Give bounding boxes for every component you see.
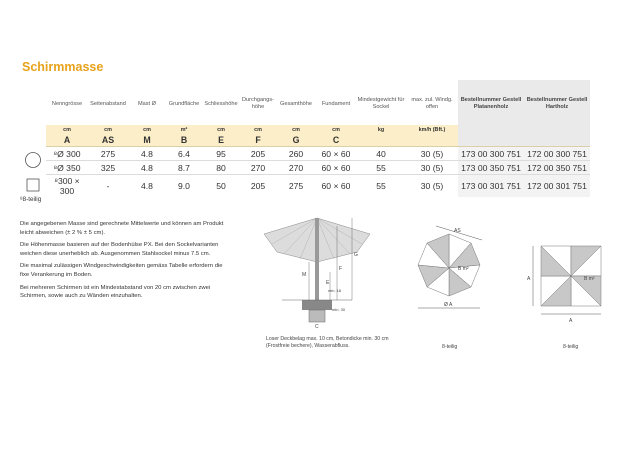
label-A-side: A	[527, 276, 531, 282]
unit-cell: cm	[46, 125, 88, 134]
table-cell: 95	[202, 147, 240, 161]
table-cell: 173 00 350 751	[458, 161, 524, 175]
table-cell: 4.8	[128, 175, 166, 198]
table-cell: 30 (5)	[406, 147, 458, 161]
unit-cell: cm	[276, 125, 316, 134]
unit-cell: kg	[356, 125, 406, 134]
code-cell	[406, 134, 458, 147]
table-row	[20, 161, 590, 175]
header-cell: Schliesshöhe	[204, 100, 238, 107]
header-cell: Seitenabstand	[90, 100, 126, 107]
note-paragraph: Die angegebenen Masse sind gerechnete Mittelwerte und können am Produkt leicht abweichen (± 2 % ± 5 cm).	[20, 221, 224, 236]
code-cell: F	[240, 134, 276, 147]
table-cell: -	[88, 175, 128, 198]
header-cell: Fundament	[321, 100, 351, 107]
label-AS: AS	[454, 228, 461, 234]
unit-cell: cm	[316, 125, 356, 134]
label-B: B m²	[458, 266, 469, 272]
label-B: B m²	[584, 276, 595, 282]
page-title: Schirmmasse	[22, 60, 104, 74]
table-cell: 55	[356, 161, 406, 175]
code-cell: A	[46, 134, 88, 147]
table-cell: 270	[276, 161, 316, 175]
code-cell	[356, 134, 406, 147]
table-cell: 172 00 301 751	[524, 175, 590, 198]
table-header-row	[20, 80, 590, 125]
table-cell: 55	[356, 175, 406, 198]
table-cell: 275	[88, 147, 128, 161]
table-cell: 275	[276, 175, 316, 198]
table-cell: 40	[356, 147, 406, 161]
table-cell: ⁸300 × 300	[46, 175, 88, 198]
note-paragraph: Die Höhenmasse basieren auf der Bodenhülse PX. Bei den Sockelvarianten weichen diese unerheblich ab. Ausgenommen Stahlsockel minus 7.5 cm.	[20, 242, 219, 257]
table-cell: 270	[240, 161, 276, 175]
table-cell: 205	[240, 147, 276, 161]
header-cell: Mast Ø	[137, 100, 157, 107]
table-cell: 260	[276, 147, 316, 161]
note-paragraph: Die maximal zulässigen Windgeschwindigkeiten gemäss Tabelle erfordern die fixe Verankerung im Boden.	[20, 263, 223, 278]
footnote: ⁸8-teilig	[20, 196, 42, 203]
note-paragraph: Bei mehreren Schirmen ist ein Mindestabstand von 20 cm zwischen zwei Schirmen, sowie auch zu Wänden einzuhalten.	[20, 284, 211, 300]
label-F: F	[339, 266, 343, 272]
round-shape-icon	[20, 147, 46, 175]
table-row	[20, 147, 590, 161]
unit-cell: cm	[128, 125, 166, 134]
table-cell: 173 00 300 751	[458, 147, 524, 161]
square-shape-icon	[20, 175, 46, 198]
unit-cell: cm	[88, 125, 128, 134]
side-view-caption: Loser Deckbelag max. 10 cm, Betondicke min. 30 cm (Frostfreie bechere), Wasserabfluss.	[266, 336, 389, 349]
label-min30: min. 30	[332, 307, 346, 312]
code-cell	[524, 134, 590, 147]
table-cell: 30 (5)	[406, 175, 458, 198]
unit-cell: km/h (Bft.)	[406, 125, 458, 134]
table-cell: 6.4	[166, 147, 202, 161]
label-A-bottom: A	[569, 318, 573, 324]
table-cell: 205	[240, 175, 276, 198]
umbrella-square-top-view	[526, 240, 610, 328]
header-cell: Mindestgewicht für Sockel	[357, 97, 405, 110]
units-row	[20, 125, 590, 134]
label-C: C	[315, 324, 319, 330]
header-cell-order: Bestellnummer Gestell Platanenholz	[458, 80, 524, 125]
table-cell: 80	[202, 161, 240, 175]
label-G: G	[354, 252, 358, 258]
header-cell: max. zul. Windg. offen	[411, 97, 453, 110]
unit-cell: m²	[166, 125, 202, 134]
umbrella-side-view-diagram	[262, 212, 372, 330]
table-cell: 173 00 301 751	[458, 175, 524, 198]
table-cell: 8.7	[166, 161, 202, 175]
code-cell: E	[202, 134, 240, 147]
label-M: M	[302, 272, 307, 278]
table-cell: 50	[202, 175, 240, 198]
code-cell: B	[166, 134, 202, 147]
table-cell: 60 × 60	[316, 161, 356, 175]
table-row	[20, 175, 590, 198]
table-cell: 30 (5)	[406, 161, 458, 175]
header-cell: Nenngrösse	[51, 100, 83, 107]
table-cell: 4.8	[128, 147, 166, 161]
table-cell: 4.8	[128, 161, 166, 175]
square-caption: 8-teilig	[563, 344, 579, 350]
unit-cell	[524, 125, 590, 134]
label-min18: min. 18	[328, 288, 342, 293]
header-cell: Durchgangs-höhe	[241, 97, 275, 110]
header-cell-order: Bestellnummer Gestell Hartholz	[524, 80, 590, 125]
table-cell: 60 × 60	[316, 147, 356, 161]
code-cell: C	[316, 134, 356, 147]
unit-cell: cm	[240, 125, 276, 134]
header-cell: Gesamthöhe	[279, 100, 313, 107]
table-cell: 172 00 300 751	[524, 147, 590, 161]
table-cell: ⁸Ø 300	[46, 147, 88, 161]
codes-row	[20, 134, 590, 147]
code-cell: M	[128, 134, 166, 147]
label-E: E	[326, 280, 330, 286]
header-cell: Grundfläche	[168, 100, 200, 107]
unit-cell	[458, 125, 524, 134]
octagon-caption: 8-teilig	[442, 344, 458, 350]
table-cell: 172 00 350 751	[524, 161, 590, 175]
table-cell: ⁸Ø 350	[46, 161, 88, 175]
code-cell	[458, 134, 524, 147]
table-cell: 325	[88, 161, 128, 175]
code-cell: G	[276, 134, 316, 147]
unit-cell: cm	[202, 125, 240, 134]
notes-block	[20, 220, 228, 305]
table-cell: 60 × 60	[316, 175, 356, 198]
label-A: Ø A	[444, 302, 453, 308]
spec-table	[20, 80, 590, 197]
code-cell: AS	[88, 134, 128, 147]
umbrella-octagon-top-view	[410, 224, 488, 328]
table-cell: 9.0	[166, 175, 202, 198]
